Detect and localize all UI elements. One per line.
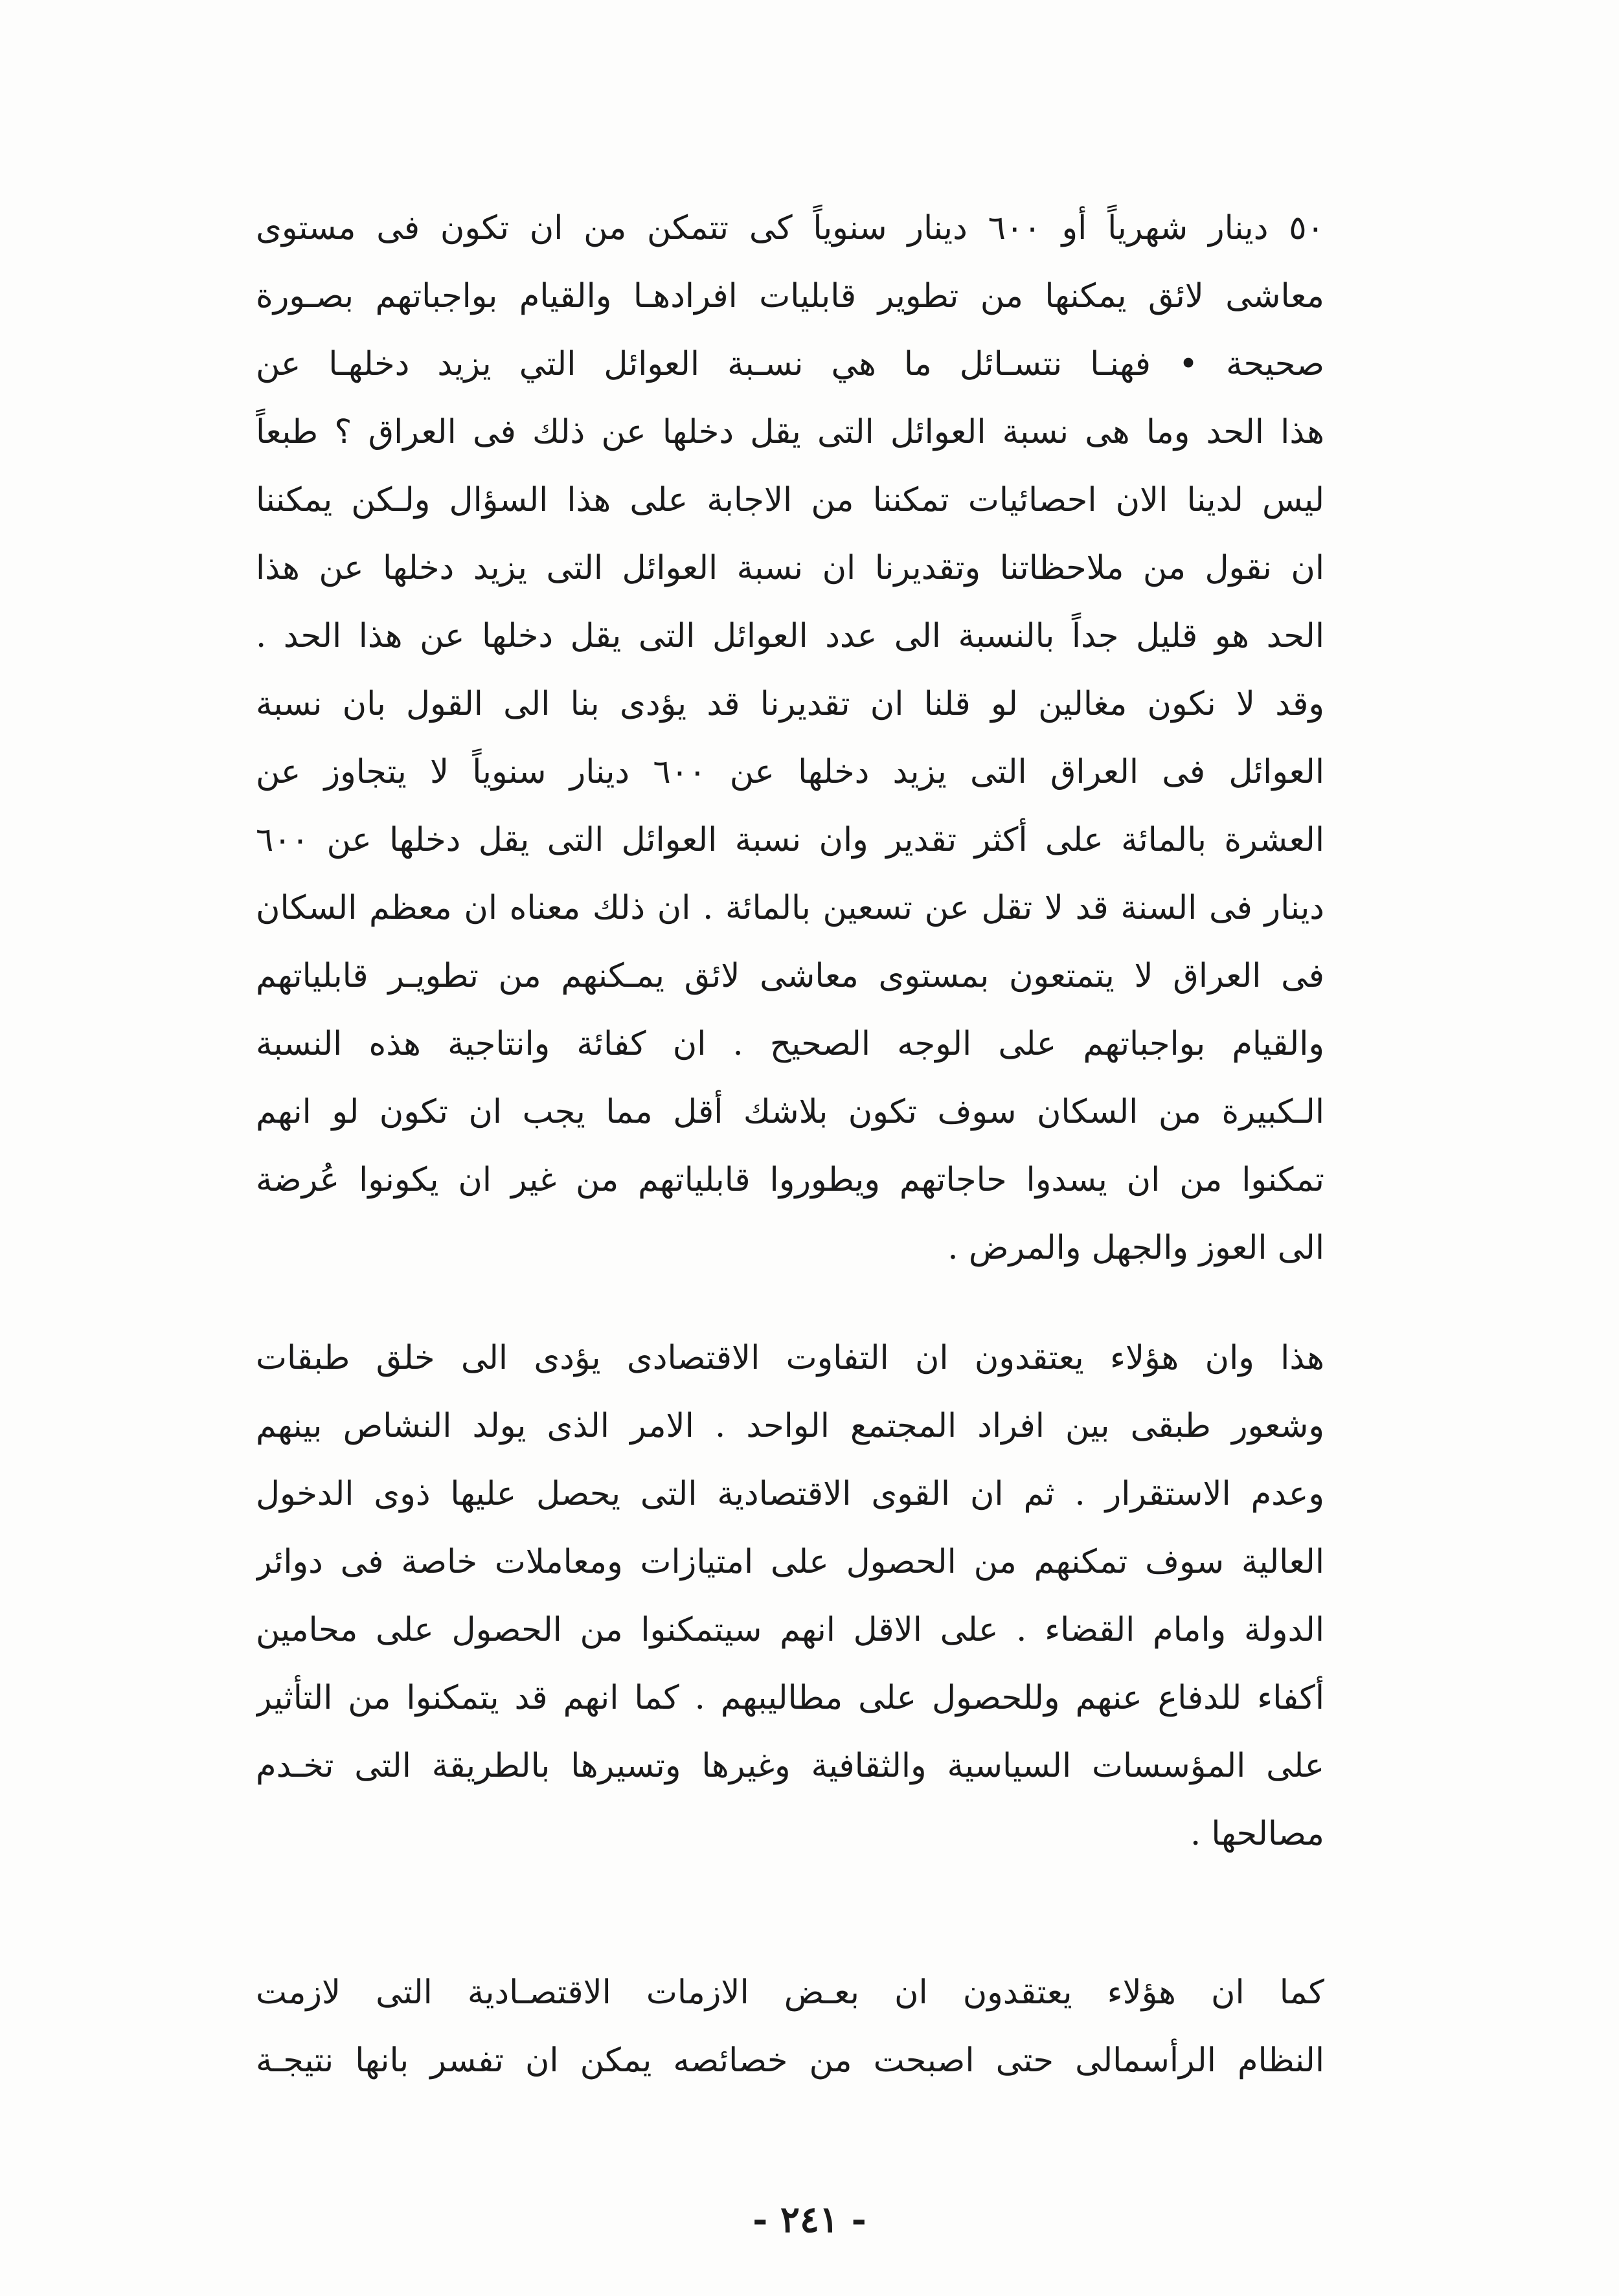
text-line: دينار فى السنة قد لا تقل عن تسعين بالمائة . ان ذلك معناه ان معظم السكان bbox=[256, 889, 1324, 927]
text-line: الحد هو قليل جداً بالنسبة الى عدد العوائل التى يقل دخلها عن هذا الحد . bbox=[256, 617, 1324, 655]
text-line: تمكنوا من ان يسدوا حاجاتهم ويطوروا قابلياتهم من غير ان يكونوا عُرضة bbox=[256, 1161, 1324, 1199]
text-line: العشرة بالمائة على أكثر تقدير وان نسبة العوائل التى يقل دخلها عن ٦٠٠ bbox=[256, 821, 1324, 859]
page-number: - ٢٤١ - bbox=[753, 2198, 866, 2241]
paragraph-3 bbox=[256, 1959, 1324, 2095]
text-line: معاشى لائق يمكنها من تطوير قابليات افرادهـا والقيام بواجباتهم بصـورة bbox=[256, 277, 1324, 315]
text-line: صحيحة • فهنـا نتسـائل ما هي نسـبة العوائل التي يزيد دخلهـا عن bbox=[256, 345, 1324, 383]
text-line: مصالحها . bbox=[1190, 1815, 1324, 1853]
text-line: والقيام بواجباتهم على الوجه الصحيح . ان كفائة وانتاجية هذه النسبة bbox=[256, 1025, 1324, 1063]
text-line: النظام الرأسمالى حتى اصبحت من خصائصه يمكن ان تفسر بانها نتيجـة bbox=[256, 2042, 1324, 2080]
text-line: ليس لدينا الان احصائيات تمكننا من الاجابة على هذا السؤال ولـكن يمكننا bbox=[256, 481, 1324, 519]
text-line: العوائل فى العراق التى يزيد دخلها عن ٦٠٠ دينار سنوياً لا يتجاوز عن bbox=[256, 753, 1324, 791]
paragraph-1 bbox=[256, 194, 1324, 1282]
text-line: أكفاء للدفاع عنهم وللحصول على مطاليبهم . كما انهم قد يتمكنوا من التأثير bbox=[256, 1679, 1324, 1717]
text-line: الدولة وامام القضاء . على الاقل انهم سيتمكنوا من الحصول على محامين bbox=[256, 1611, 1324, 1649]
text-line: وعدم الاستقرار . ثم ان القوى الاقتصادية التى يحصل عليها ذوى الدخول bbox=[256, 1475, 1324, 1513]
text-line: الـكبيرة من السكان سوف تكون بلاشك أقل مما يجب ان تكون لو انهم bbox=[256, 1093, 1324, 1131]
text-line: هذا وان هؤلاء يعتقدون ان التفاوت الاقتصادى يؤدى الى خلق طبقات bbox=[256, 1339, 1324, 1377]
text-line: على المؤسسات السياسية والثقافية وغيرها وتسيرها بالطريقة التى تخـدم bbox=[256, 1747, 1324, 1785]
text-line: العالية سوف تمكنهم من الحصول على امتيازات ومعاملات خاصة فى دوائر bbox=[256, 1543, 1324, 1581]
text-line: الى العوز والجهل والمرض . bbox=[947, 1229, 1324, 1267]
text-line: فى العراق لا يتمتعون بمستوى معاشى لائق يمـكنهم من تطويـر قابلياتهم bbox=[256, 957, 1324, 995]
text-line: كما ان هؤلاء يعتقدون ان بعـض الازمات الاقتصـادية التى لازمت bbox=[256, 1974, 1324, 2012]
text-line: ان نقول من ملاحظاتنا وتقديرنا ان نسبة العوائل التى يزيد دخلها عن هذا bbox=[256, 549, 1324, 587]
text-line: وقد لا نكون مغالين لو قلنا ان تقديرنا قد يؤدى بنا الى القول بان نسبة bbox=[256, 685, 1324, 723]
text-line: هذا الحد وما هى نسبة العوائل التى يقل دخلها عن ذلك فى العراق ؟ طبعاً bbox=[256, 413, 1324, 451]
text-line: وشعور طبقى بين افراد المجتمع الواحد . الامر الذى يولد النشاص بينهم bbox=[256, 1407, 1324, 1445]
paragraph-2 bbox=[256, 1324, 1324, 1868]
text-line: ٥٠ دينار شهرياً أو ٦٠٠ دينار سنوياً كى تتمكن من ان تكون فى مستوى bbox=[256, 209, 1324, 247]
